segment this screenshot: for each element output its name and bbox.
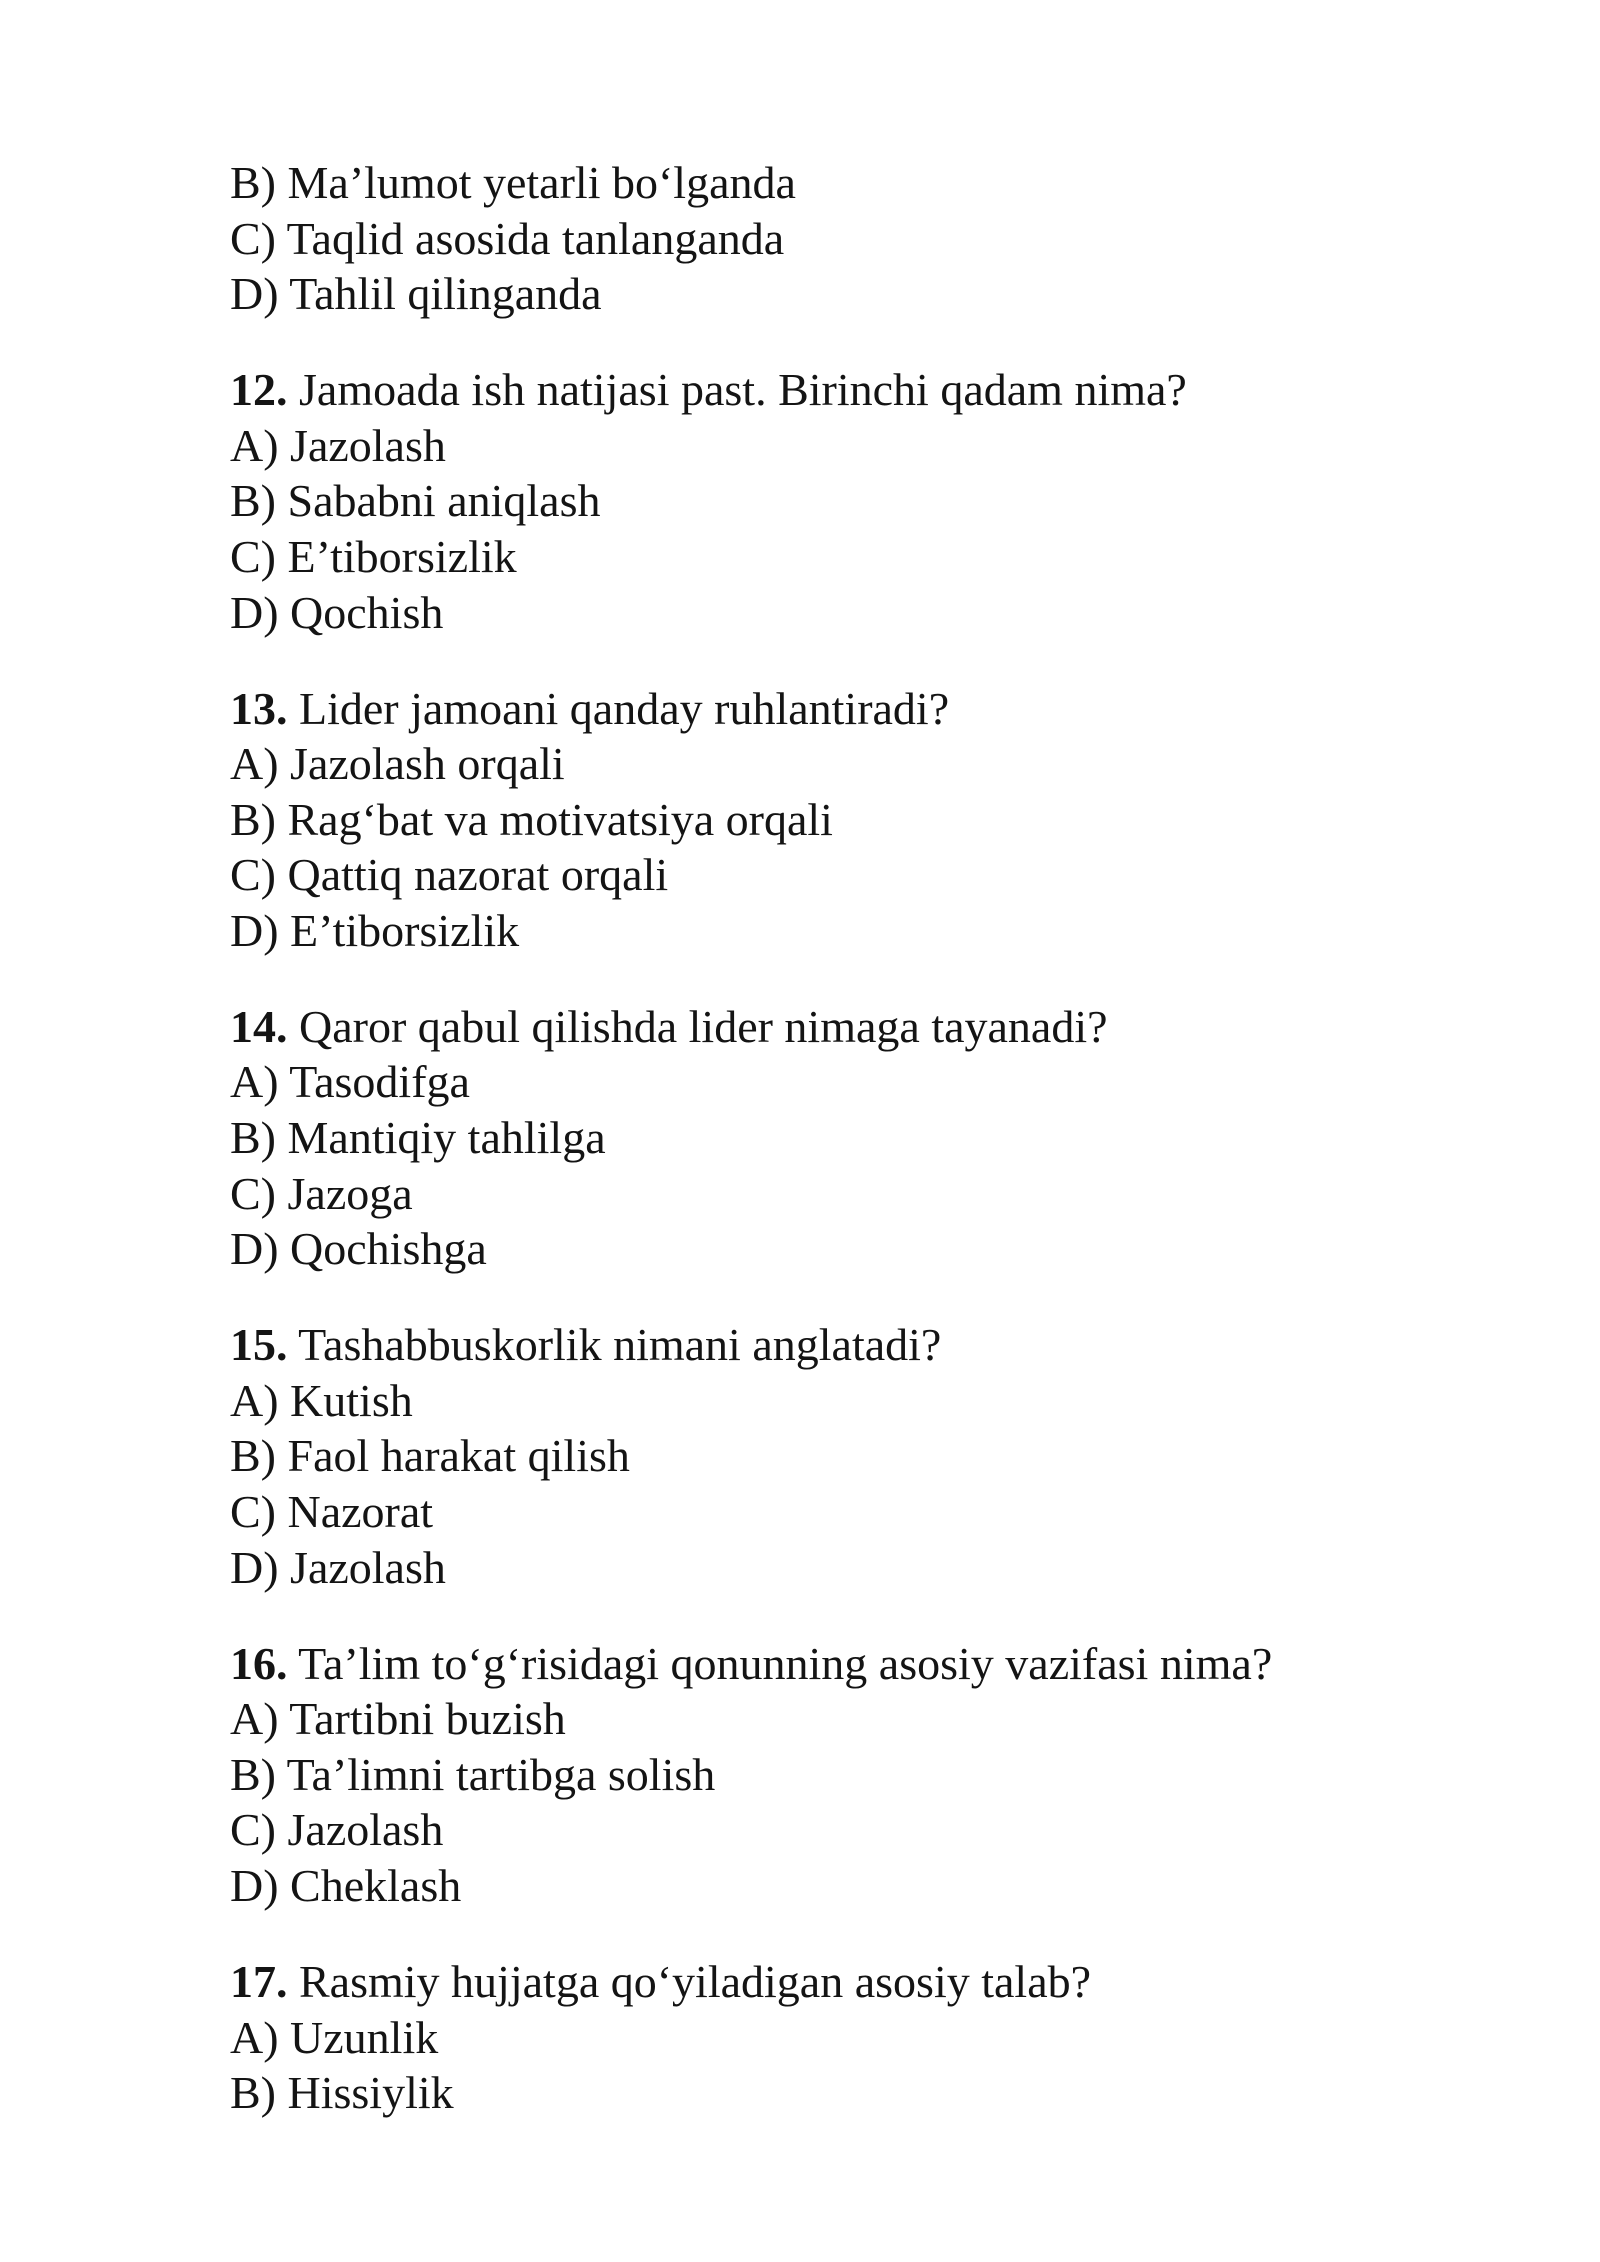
question-11-continuation bbox=[230, 155, 1530, 322]
question-line bbox=[230, 1954, 1530, 2010]
option-a: A) Jazolash bbox=[230, 419, 446, 471]
question-13 bbox=[230, 681, 1530, 959]
question-line bbox=[230, 999, 1530, 1055]
question-number: 16. bbox=[230, 1637, 288, 1689]
question-16 bbox=[230, 1636, 1530, 1914]
question-text: Tashabbuskorlik nimani anglatadi? bbox=[298, 1319, 942, 1371]
option-b: B) Mantiqiy tahlilga bbox=[230, 1112, 606, 1164]
question-number: 15. bbox=[230, 1319, 288, 1371]
option-b: B) Faol harakat qilish bbox=[230, 1430, 630, 1482]
option-b: B) Sababni aniqlash bbox=[230, 475, 601, 527]
option-d: D) Qochishga bbox=[230, 1223, 487, 1275]
option-d: D) Tahlil qilinganda bbox=[230, 268, 602, 320]
option-a: A) Tasodifga bbox=[230, 1056, 470, 1108]
option-b: B) Ta’limni tartibga solish bbox=[230, 1748, 716, 1800]
option-c: C) Jazolash bbox=[230, 1804, 444, 1856]
option-a: A) Uzunlik bbox=[230, 2011, 439, 2063]
question-number: 13. bbox=[230, 682, 288, 734]
question-text: Rasmiy hujjatga qo‘yiladigan asosiy talab? bbox=[299, 1955, 1092, 2007]
option-c: C) Taqlid asosida tanlanganda bbox=[230, 212, 785, 264]
option-b: B) Rag‘bat va motivatsiya orqali bbox=[230, 793, 833, 845]
option-b: B) Hissiylik bbox=[230, 2067, 454, 2119]
question-text: Qaror qabul qilishda lider nimaga tayanadi? bbox=[299, 1000, 1108, 1052]
option-d: D) Jazolash bbox=[230, 1541, 446, 1593]
option-b: B) Ma’lumot yetarli bo‘lganda bbox=[230, 157, 796, 208]
question-line bbox=[230, 362, 1530, 418]
option-d: D) Qochish bbox=[230, 586, 444, 638]
option-c: C) Jazoga bbox=[230, 1167, 413, 1219]
question-number: 17. bbox=[230, 1955, 288, 2007]
question-line bbox=[230, 1636, 1530, 1692]
question-14 bbox=[230, 999, 1530, 1277]
option-c: C) Nazorat bbox=[230, 1486, 434, 1538]
question-line bbox=[230, 681, 1530, 737]
question-line bbox=[230, 1317, 1530, 1373]
question-12 bbox=[230, 362, 1530, 640]
option-c: C) E’tiborsizlik bbox=[230, 530, 517, 582]
option-a: A) Jazolash orqali bbox=[230, 738, 565, 790]
question-number: 12. bbox=[230, 364, 288, 416]
option-a: A) Tartibni buzish bbox=[230, 1693, 566, 1745]
document-page bbox=[230, 155, 1530, 2121]
option-d: D) E’tiborsizlik bbox=[230, 904, 520, 956]
question-15 bbox=[230, 1317, 1530, 1595]
question-text: Lider jamoani qanday ruhlantiradi? bbox=[299, 682, 950, 734]
option-c: C) Qattiq nazorat orqali bbox=[230, 849, 669, 901]
option-d: D) Cheklash bbox=[230, 1859, 462, 1911]
question-text: Ta’lim to‘g‘risidagi qonunning asosiy vazifasi nima? bbox=[298, 1637, 1273, 1689]
question-text: Jamoada ish natijasi past. Birinchi qadam nima? bbox=[299, 364, 1187, 416]
question-number: 14. bbox=[230, 1000, 288, 1052]
option-a: A) Kutish bbox=[230, 1374, 413, 1426]
question-17 bbox=[230, 1954, 1530, 2121]
